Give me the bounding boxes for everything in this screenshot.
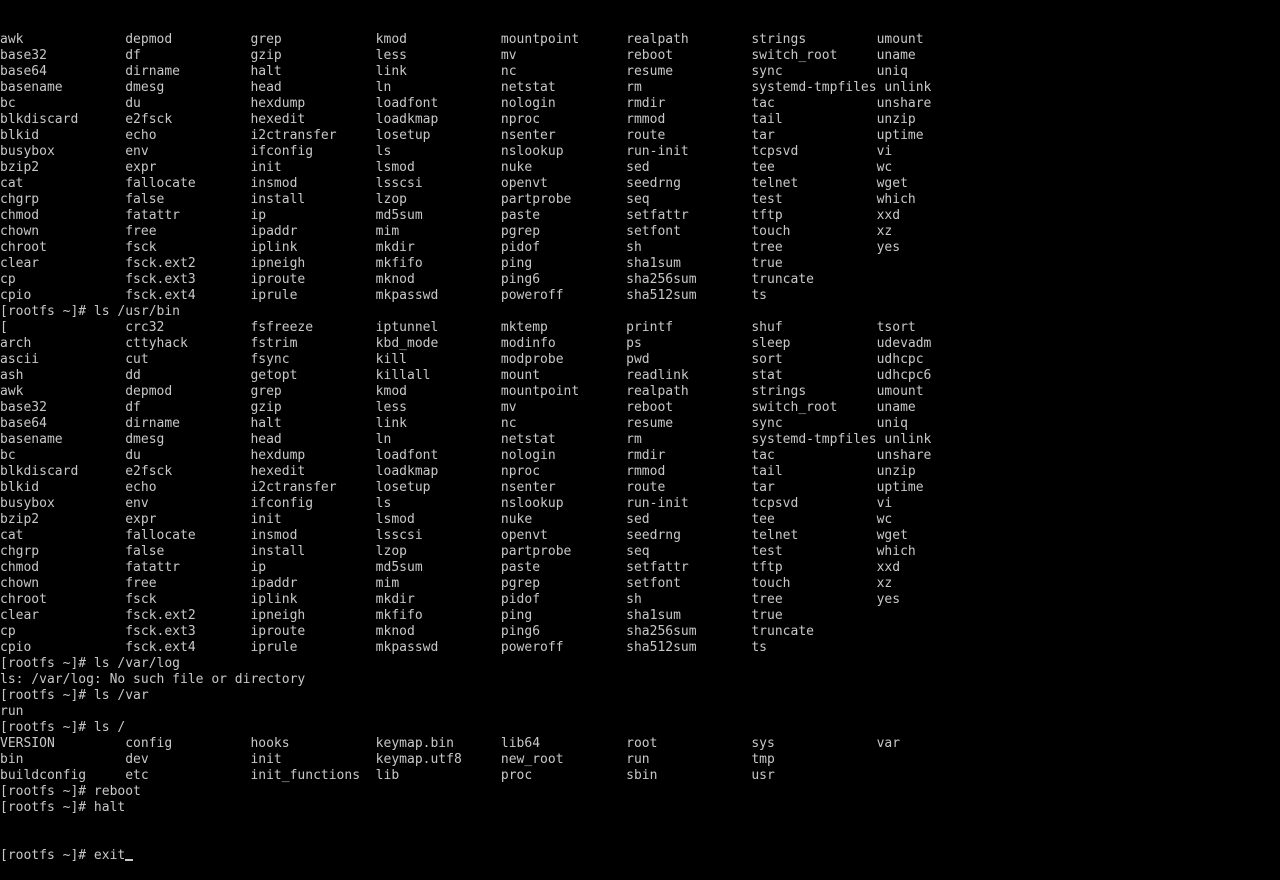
terminal-line: blkdiscard e2fsck hexedit loadkmap nproc rmmod tail unzip xyxy=(0,464,916,479)
terminal-line: awk depmod grep kmod mountpoint realpath strings umount xyxy=(0,32,924,47)
terminal-line: blkid echo i2ctransfer losetup nsenter route tar uptime xyxy=(0,128,924,143)
terminal-line: VERSION config hooks keymap.bin lib64 root sys var xyxy=(0,736,901,751)
terminal-line: busybox env ifconfig ls nslookup run-init tcpsvd vi xyxy=(0,496,893,511)
terminal-line: [rootfs ~]# ls /var xyxy=(0,688,149,703)
terminal-line: [rootfs ~]# ls /usr/bin xyxy=(0,304,181,319)
terminal-line: bin dev init keymap.utf8 new_root run tmp xyxy=(0,752,775,767)
terminal-line: cpio fsck.ext4 iprule mkpasswd poweroff sha512sum ts xyxy=(0,640,768,655)
terminal-line: base32 df gzip less mv reboot switch_root uname xyxy=(0,400,916,415)
terminal-output xyxy=(0,32,1280,816)
terminal-line: buildconfig etc init_functions lib proc sbin usr xyxy=(0,768,775,783)
terminal-line: bzip2 expr init lsmod nuke sed tee wc xyxy=(0,512,893,527)
terminal-line: run xyxy=(0,704,24,719)
terminal-line: cat fallocate insmod lsscsi openvt seedrng telnet wget xyxy=(0,528,908,543)
terminal-line: cat fallocate insmod lsscsi openvt seedrng telnet wget xyxy=(0,176,908,191)
terminal-line: base64 dirname halt link nc resume sync uniq xyxy=(0,64,908,79)
terminal-line: blkdiscard e2fsck hexedit loadkmap nproc rmmod tail unzip xyxy=(0,112,916,127)
prompt-text: [rootfs ~]# xyxy=(0,848,94,863)
terminal-line: basename dmesg head ln netstat rm systemd-tmpfiles unlink xyxy=(0,432,932,447)
terminal-prompt-line[interactable] xyxy=(0,848,1280,864)
terminal-line: ascii cut fsync kill modprobe pwd sort udhcpc xyxy=(0,352,924,367)
terminal-line: [rootfs ~]# halt xyxy=(0,800,126,815)
terminal-line: cp fsck.ext3 iproute mknod ping6 sha256sum truncate xyxy=(0,624,814,639)
terminal-line: chroot fsck iplink mkdir pidof sh tree yes xyxy=(0,592,901,607)
terminal-line: ash dd getopt killall mount readlink stat udhcpc6 xyxy=(0,368,932,383)
terminal-line: cp fsck.ext3 iproute mknod ping6 sha256sum truncate xyxy=(0,272,814,287)
terminal-line: [rootfs ~]# reboot xyxy=(0,784,141,799)
terminal-line: chmod fatattr ip md5sum paste setfattr tftp xxd xyxy=(0,560,901,575)
terminal-line: blkid echo i2ctransfer losetup nsenter route tar uptime xyxy=(0,480,924,495)
text-cursor xyxy=(125,859,133,861)
terminal-line: [ crc32 fsfreeze iptunnel mktemp printf shuf tsort xyxy=(0,320,916,335)
terminal-line: chmod fatattr ip md5sum paste setfattr tftp xxd xyxy=(0,208,901,223)
terminal-line: chown free ipaddr mim pgrep setfont touch xz xyxy=(0,224,893,239)
terminal-line: arch cttyhack fstrim kbd_mode modinfo ps sleep udevadm xyxy=(0,336,932,351)
terminal-line: base64 dirname halt link nc resume sync uniq xyxy=(0,416,908,431)
terminal-line: basename dmesg head ln netstat rm systemd-tmpfiles unlink xyxy=(0,80,932,95)
terminal-line: chown free ipaddr mim pgrep setfont touch xz xyxy=(0,576,893,591)
terminal-line: base32 df gzip less mv reboot switch_root uname xyxy=(0,48,916,63)
terminal-line: ls: /var/log: No such file or directory xyxy=(0,672,306,687)
terminal-line: awk depmod grep kmod mountpoint realpath strings umount xyxy=(0,384,924,399)
terminal-line: bzip2 expr init lsmod nuke sed tee wc xyxy=(0,160,893,175)
terminal-line: chgrp false install lzop partprobe seq test which xyxy=(0,192,916,207)
terminal-line: busybox env ifconfig ls nslookup run-init tcpsvd vi xyxy=(0,144,893,159)
terminal-line: bc du hexdump loadfont nologin rmdir tac unshare xyxy=(0,448,932,463)
terminal-line: cpio fsck.ext4 iprule mkpasswd poweroff sha512sum ts xyxy=(0,288,768,303)
terminal-line: clear fsck.ext2 ipneigh mkfifo ping sha1sum true xyxy=(0,256,783,271)
terminal-line: [rootfs ~]# ls /var/log xyxy=(0,656,181,671)
terminal-line: clear fsck.ext2 ipneigh mkfifo ping sha1sum true xyxy=(0,608,783,623)
terminal-line: chroot fsck iplink mkdir pidof sh tree yes xyxy=(0,240,901,255)
terminal-line: [rootfs ~]# ls / xyxy=(0,720,126,735)
command-input[interactable]: exit xyxy=(93,848,126,863)
terminal-line: bc du hexdump loadfont nologin rmdir tac unshare xyxy=(0,96,932,111)
terminal-line: chgrp false install lzop partprobe seq test which xyxy=(0,544,916,559)
